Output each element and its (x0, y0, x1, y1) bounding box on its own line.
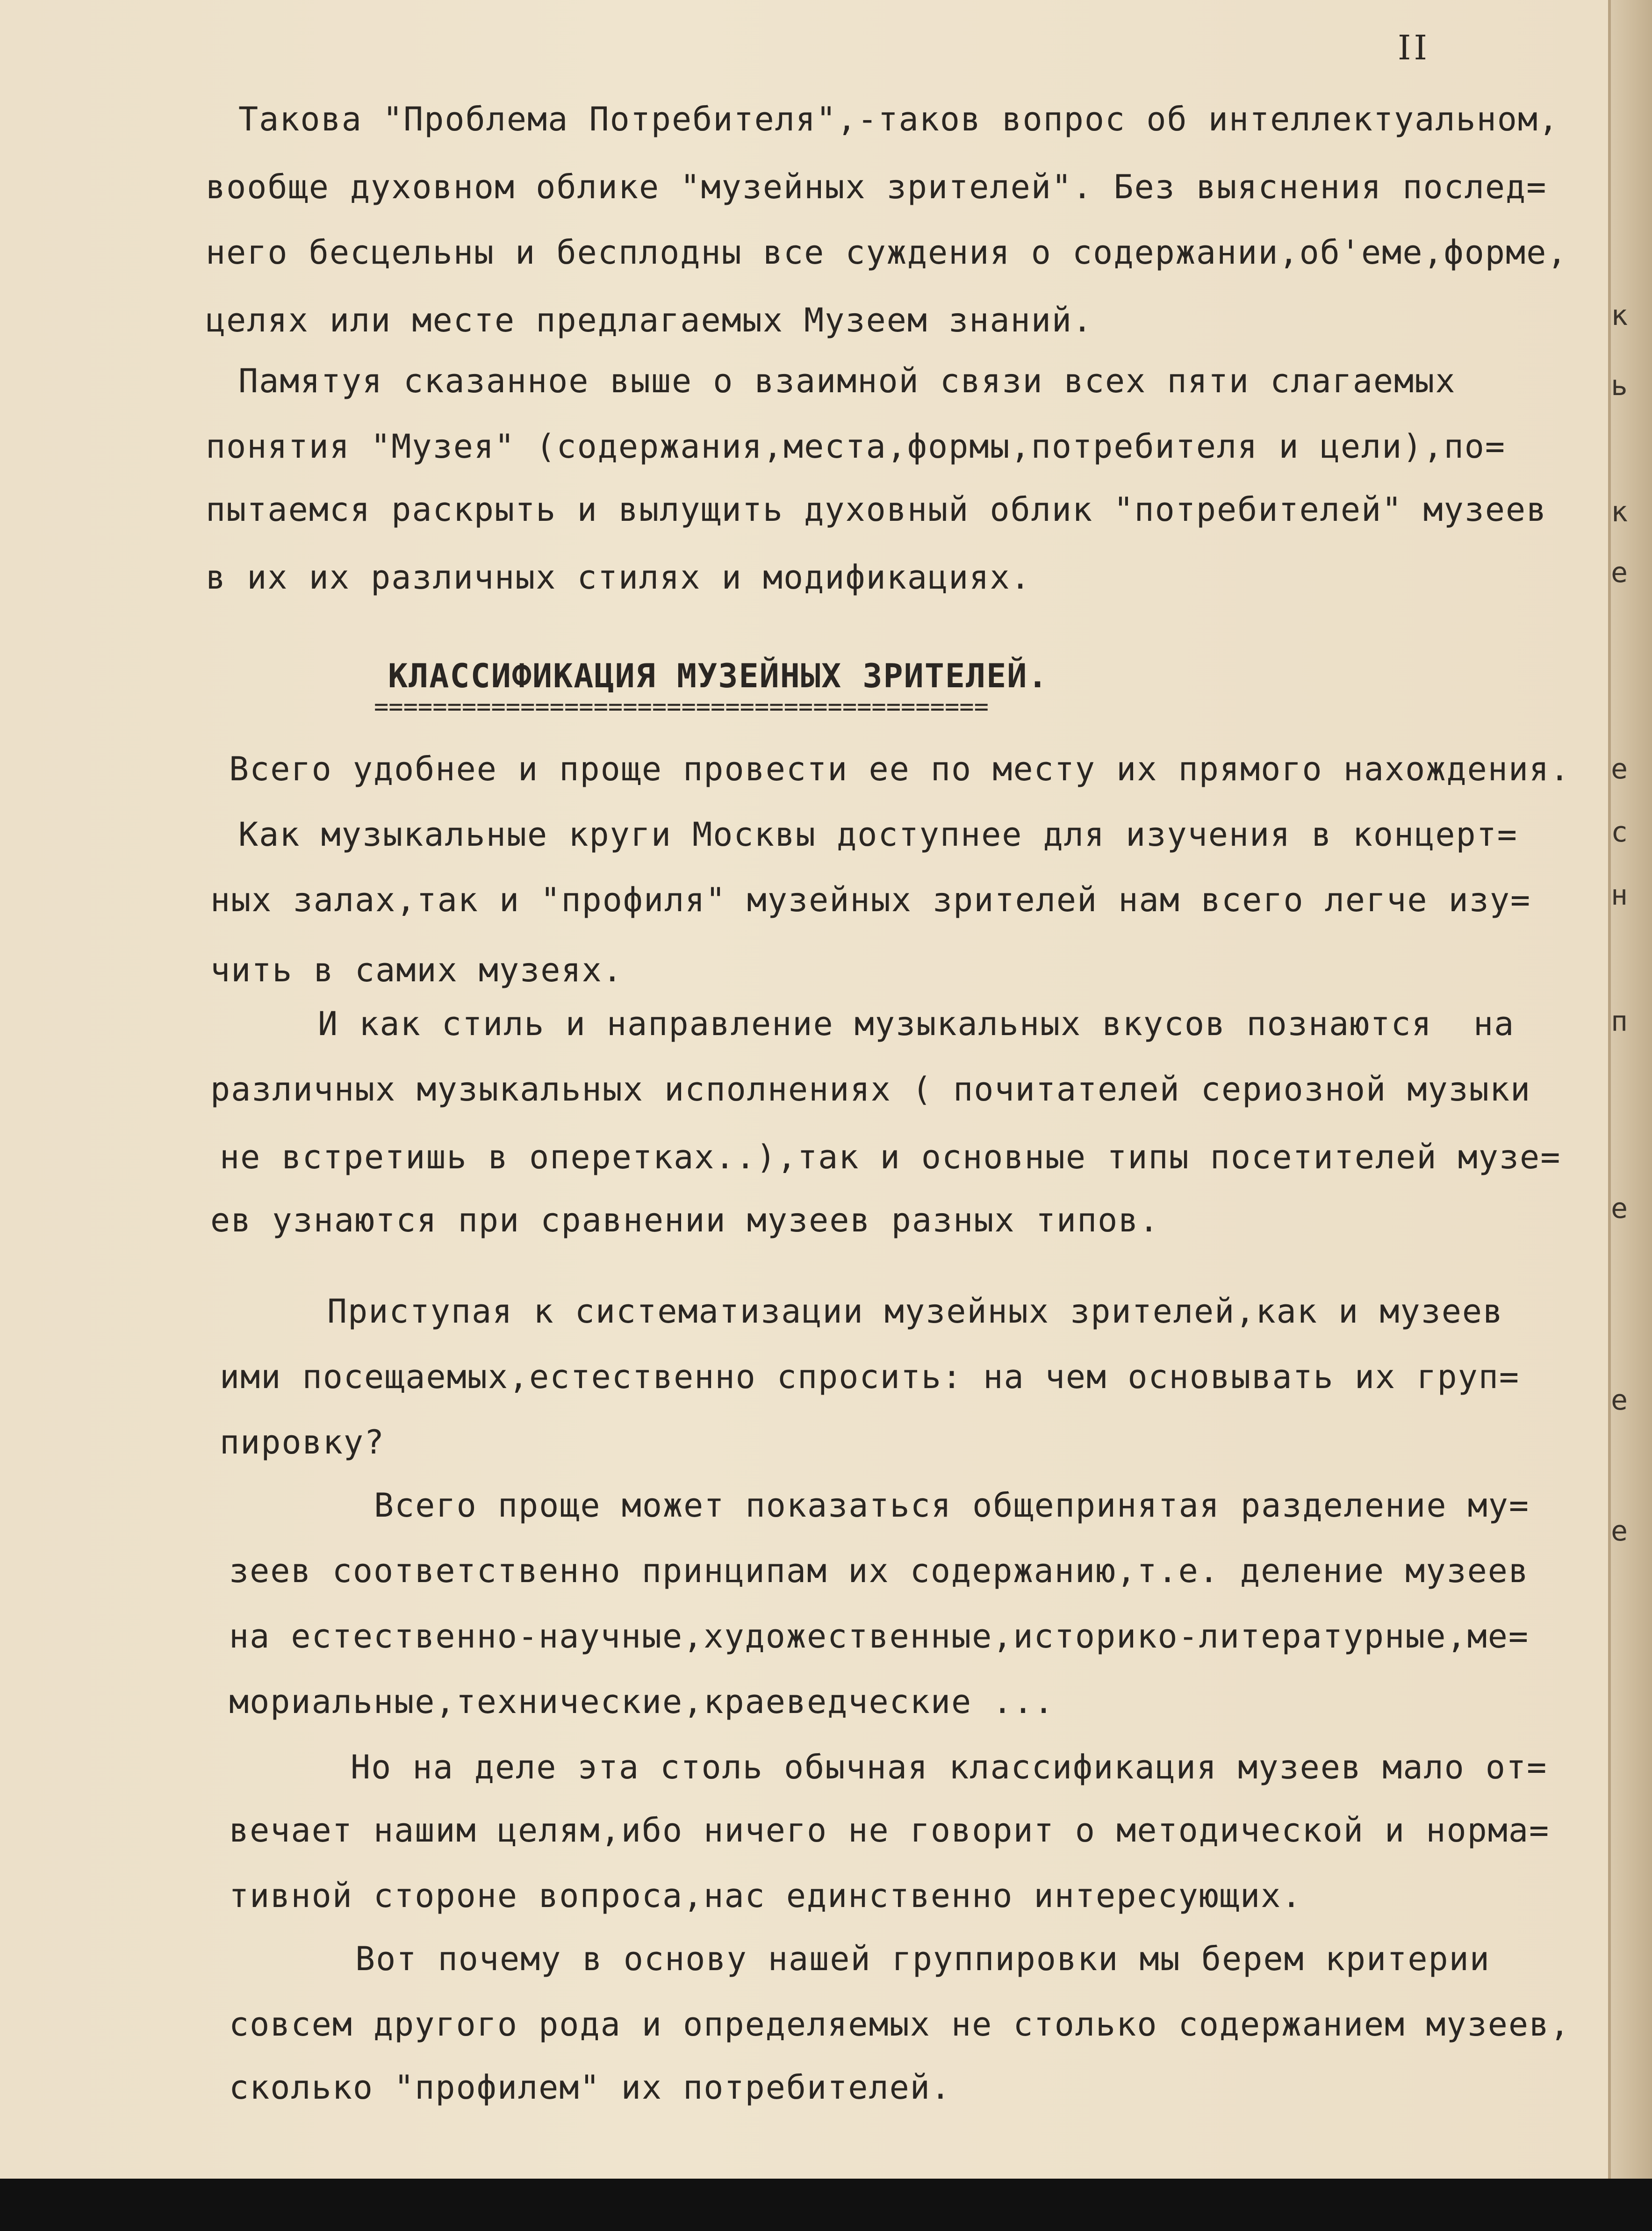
text-line: в их их различных стилях и модификациях. (206, 558, 1031, 597)
margin-fragment: е (1611, 1384, 1628, 1417)
text-line: Всего удобнее и проще провести ее по месту их прямого нахождения. (229, 750, 1571, 788)
margin-fragment: н (1611, 879, 1628, 912)
margin-fragment: п (1611, 1005, 1628, 1038)
margin-fragment: е (1611, 1192, 1628, 1225)
text-line: Памятуя сказанное выше о взаимной связи всех пяти слагаемых (238, 362, 1456, 400)
text-line: сколько "профилем" их потребителей. (229, 2068, 952, 2107)
text-line: И как стиль и направление музыкальных вкусов познаются на (318, 1005, 1515, 1043)
text-line: различных музыкальных исполнениях ( почитателей сериозной музыки (210, 1070, 1531, 1108)
text-line: тивной стороне вопроса,нас единственно интересующих. (229, 1877, 1302, 1915)
text-line: пытаемся раскрыть и вылущить духовный облик "потребителей" музеев (206, 490, 1547, 529)
text-line: Как музыкальные круги Москвы доступнее для изучения в концерт= (238, 815, 1518, 854)
text-line: Всего проще может показаться общепринятая разделение му= (374, 1486, 1530, 1525)
text-line: мориальные,технические,краеведческие ... (229, 1683, 1055, 1721)
margin-fragment: е (1611, 753, 1628, 785)
margin-fragment: е (1611, 1515, 1628, 1547)
text-line: Такова "Проблема Потребителя",-таков вопрос об интеллектуальном, (238, 100, 1559, 138)
text-line: ных залах,так и "профиля" музейных зрителей нам всего легче изу= (210, 881, 1531, 919)
text-line: ими посещаемых,естественно спросить: на чем основывать их груп= (220, 1358, 1520, 1396)
text-line: пировку? (220, 1423, 385, 1461)
heading-underline: ========================================== (374, 693, 989, 721)
text-line: зеев соответственно принципам их содержанию,т.е. деление музеев (229, 1552, 1530, 1590)
text-line: чить в самих музеях. (210, 951, 623, 989)
text-line: вечает нашим целям,ибо ничего не говорит о методической и норма= (229, 1811, 1550, 1850)
margin-fragment: ь (1611, 369, 1628, 402)
text-line: понятия "Музея" (содержания,места,формы,потребителя и цели),по= (206, 427, 1506, 466)
page-number: II (1398, 28, 1430, 67)
text-line: ев узнаются при сравнении музеев разных типов. (210, 1201, 1160, 1239)
text-line: вообще духовном облике "музейных зрителей". Без выяснения послед= (206, 168, 1547, 206)
scanner-border (0, 2179, 1652, 2231)
margin-fragment: к (1611, 299, 1628, 332)
section-heading: КЛАССИФИКАЦИЯ МУЗЕЙНЫХ ЗРИТЕЛЕЙ. (388, 657, 1049, 695)
text-line: Но на деле эта столь обычная классификация музеев мало от= (351, 1748, 1548, 1786)
text-line: не встретишь в оперетках..),так и основные типы посетителей музе= (220, 1138, 1561, 1176)
text-line: совсем другого рода и определяемых не столько содержанием музеев, (229, 2005, 1571, 2044)
text-line: на естественно-научные,художественные,историко-литературные,ме= (229, 1617, 1530, 1655)
margin-fragment: к (1611, 496, 1628, 528)
text-line: целях или месте предлагаемых Музеем знаний. (206, 301, 1093, 339)
margin-fragment: с (1611, 816, 1628, 849)
text-line: Приступая к систематизации музейных зрителей,как и музеев (327, 1292, 1504, 1331)
margin-fragment: е (1611, 556, 1628, 589)
text-line: Вот почему в основу нашей группировки мы берем критерии (355, 1940, 1490, 1978)
text-line: него бесцельны и бесплодны все суждения о содержании,об'еме,форме, (206, 233, 1568, 272)
